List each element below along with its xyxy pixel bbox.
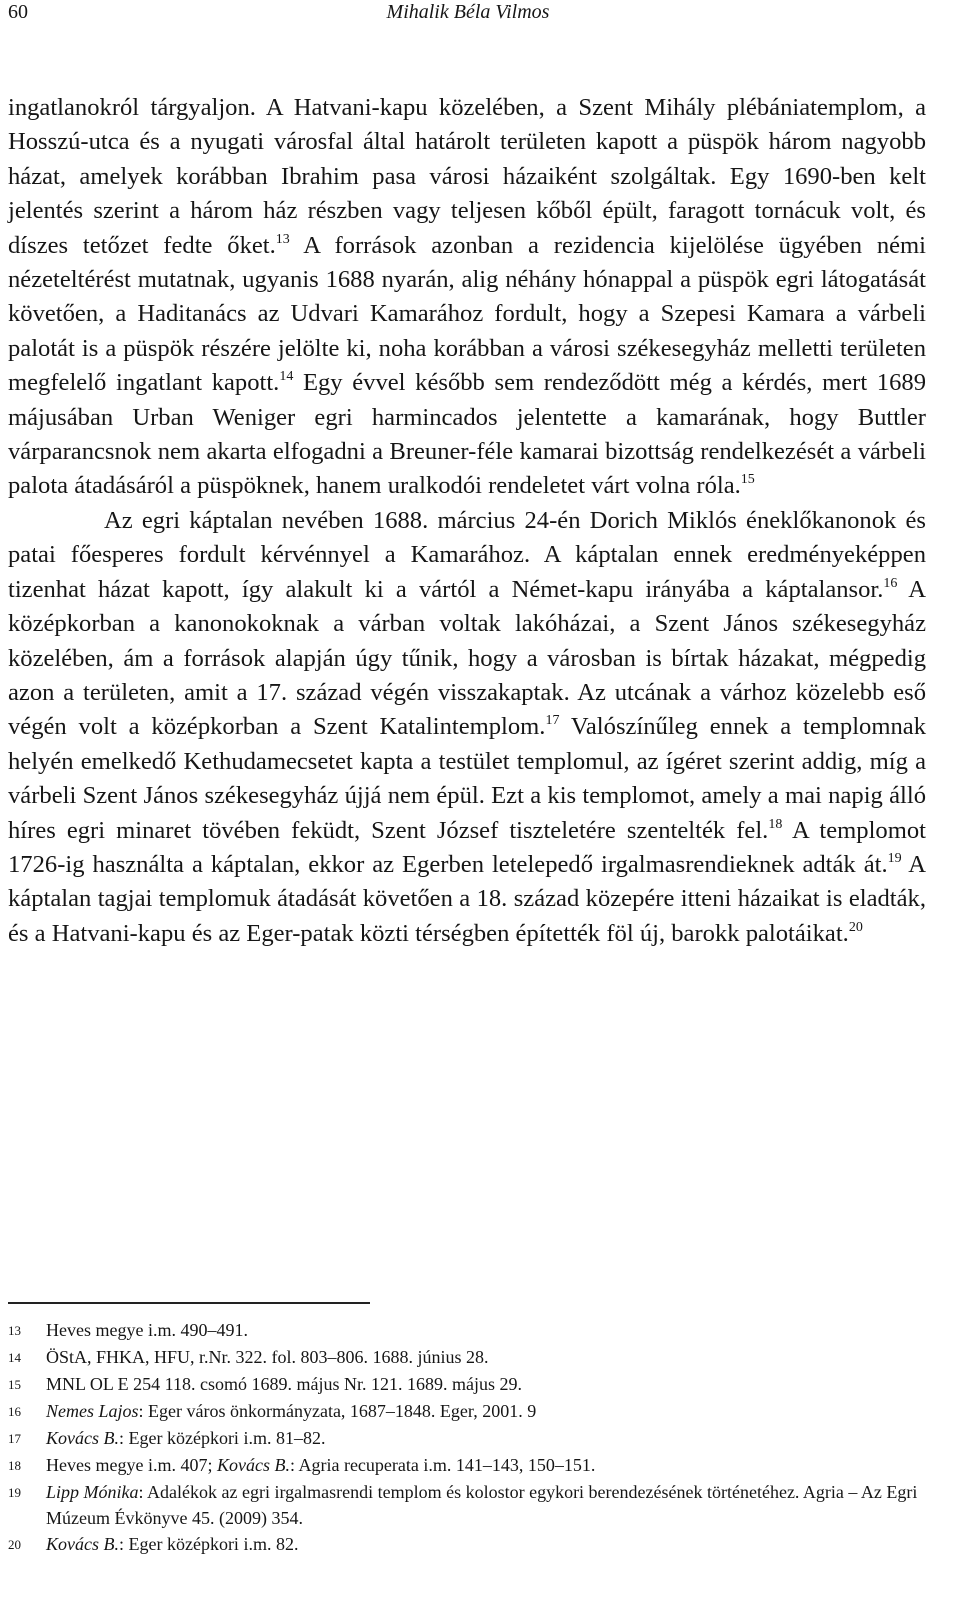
footnote-author: Kovács B. <box>216 1455 290 1475</box>
footnote <box>8 1425 930 1452</box>
page-number: 60 <box>8 1 28 23</box>
text-run: A templomot 1726-ig használta a káptalan, ekkor az Egerben letelepedő irgalmasrendieknek adták át. <box>8 816 926 878</box>
footnote-ref: 20 <box>848 919 863 935</box>
footnote-body: : Eger középkori i.m. 82. <box>118 1534 299 1554</box>
footnote-number: 16 <box>8 1404 21 1419</box>
footnote <box>8 1479 930 1531</box>
footnote-text <box>46 1398 930 1425</box>
text-run: A káptalan tagjai templomuk átadását követően a 18. század közepére itteni házaikat is eladták, és a Hatvani-kapu és az Eger-patak közti térségben építették föl új, barokk palotáikat. <box>8 850 926 947</box>
footnote-text <box>46 1371 930 1398</box>
text-run: Valószínűleg ennek a templomnak helyén emelkedő Kethudamecsetet kapta a testület templomul, az ígéret szerint addig, míg a várbeli Szent János székesegyház újjá nem épül. Ezt a kis templomot, amely a mai napig álló híres egri minaret tövében feküdt, Szent József tiszteletére szentelték fel. <box>8 713 926 844</box>
running-title: Mihalik Béla Vilmos <box>386 1 550 23</box>
footnote-number: 14 <box>8 1350 21 1365</box>
footnote-author: Nemes Lajos <box>46 1401 139 1421</box>
footnote-number: 19 <box>8 1485 21 1500</box>
footnote-ref: 18 <box>768 816 783 832</box>
footnote-author: Kovács B. <box>46 1428 119 1448</box>
footnote-ref: 17 <box>545 713 560 729</box>
footnote-number: 17 <box>8 1431 21 1446</box>
footnote-body: : Eger középkori i.m. 81–82. <box>118 1428 326 1448</box>
text-run: A középkorban a kanonokoknak a várban voltak lakóházai, a Szent János székesegyház közelében, ám a források alapján úgy tűnik, hogy a városban is bírtak házakat, mégpedig azon a területen, amit a 17. század végén visszakaptak. Az utcának a várhoz közelebb eső végén volt a középkorban a Szent Katalintemplom. <box>8 575 926 741</box>
body-text <box>8 91 926 951</box>
footnote-ref: 16 <box>883 575 898 591</box>
footnote-author: Kovács B. <box>46 1534 119 1554</box>
footnote-ref: 19 <box>887 850 902 866</box>
running-head <box>8 0 928 34</box>
footnotes <box>8 1317 930 1558</box>
paragraph <box>8 91 926 504</box>
footnote-text <box>46 1425 930 1452</box>
footnote-ref: 13 <box>275 231 290 247</box>
footnote-text <box>46 1531 930 1558</box>
footnote-prefix: Heves megye i.m. 407; <box>46 1455 217 1475</box>
footnote-number: 15 <box>8 1377 21 1392</box>
text-run: A források azonban a rezidencia kijelölése ügyében némi nézeteltérést mutatnak, ugyanis 1688 nyarán, alig néhány hónappal a püspök egri látogatását követően, a Haditanács az Udvari Kamarához fordult, hogy a Szepesi Kamara a várbeli palotát is a püspök részére jelölte ki, noha korábban a városi székesegyház melletti területen megfelelő ingatlant kapott. <box>8 231 926 397</box>
footnote-number: 20 <box>8 1537 21 1552</box>
footnote <box>8 1398 930 1425</box>
footnote-body: ÖStA, FHKA, HFU, r.Nr. 322. fol. 803–806. 1688. június 28. <box>46 1347 489 1367</box>
footnote-number: 18 <box>8 1458 21 1473</box>
footnote <box>8 1371 930 1398</box>
footnote-divider <box>8 1302 370 1304</box>
paragraph <box>8 504 926 951</box>
footnote-ref: 15 <box>740 472 755 488</box>
footnote <box>8 1317 930 1344</box>
footnote-body: : Adalékok az egri irgalmasrendi templom és kolostor egykori berendezésének történetéhez. Agria – Az Egri Múzeum Évkönyve 45. (2009) 354. <box>46 1482 918 1528</box>
text-run: Az egri káptalan nevében 1688. március 24-én Dorich Miklós éneklőkanonok és patai főesperes fordult kérvénnyel a Kamarához. A káptalan ennek eredményeképpen tizenhat házat kapott, így alakult ki a vártól a Német-kapu irányába a káptalansor. <box>8 506 926 603</box>
footnote-text <box>46 1317 930 1344</box>
footnote <box>8 1344 930 1371</box>
footnote-body: MNL OL E 254 118. csomó 1689. május Nr. 121. 1689. május 29. <box>46 1374 522 1394</box>
footnote-text <box>46 1479 930 1531</box>
footnote-ref: 14 <box>279 369 294 385</box>
footnote <box>8 1531 930 1558</box>
footnote-body: : Eger város önkormányzata, 1687–1848. Eger, 2001. 9 <box>138 1401 537 1421</box>
footnote-body: : Agria recuperata i.m. 141–143, 150–151. <box>289 1455 596 1475</box>
text-run: Egy évvel később sem rendeződött még a kérdés, mert 1689 májusában Urban Weniger egri harmincados jelentette a kamarának, hogy Buttler várparancsnok nem akarta elfogadni a Breuner-féle kamarai bizottság rendelkezését a várbeli palota átadásáról a püspöknek, hanem uralkodói rendeletet várt volna róla. <box>8 369 926 500</box>
text-run: ingatlanokról tárgyaljon. A Hatvani-kapu közelében, a Szent Mihály plébániatemplom, a Hosszú-utca és a nyugati városfal által határolt területen kapott a püspök három nagyobb házat, amelyek korábban Ibrahim pasa városi házaiként szolgáltak. Egy 1690-ben kelt jelentés szerint a három ház részben vagy teljesen kőből épült, faragott tornácuk volt, és díszes tetőzet fedte őket. <box>8 94 926 259</box>
footnote-author: Lipp Mónika <box>46 1482 139 1502</box>
footnote <box>8 1452 930 1479</box>
footnote-text <box>46 1344 930 1371</box>
footnote-text <box>46 1452 930 1479</box>
footnote-number: 13 <box>8 1323 21 1338</box>
footnote-body: Heves megye i.m. 490–491. <box>46 1320 248 1340</box>
